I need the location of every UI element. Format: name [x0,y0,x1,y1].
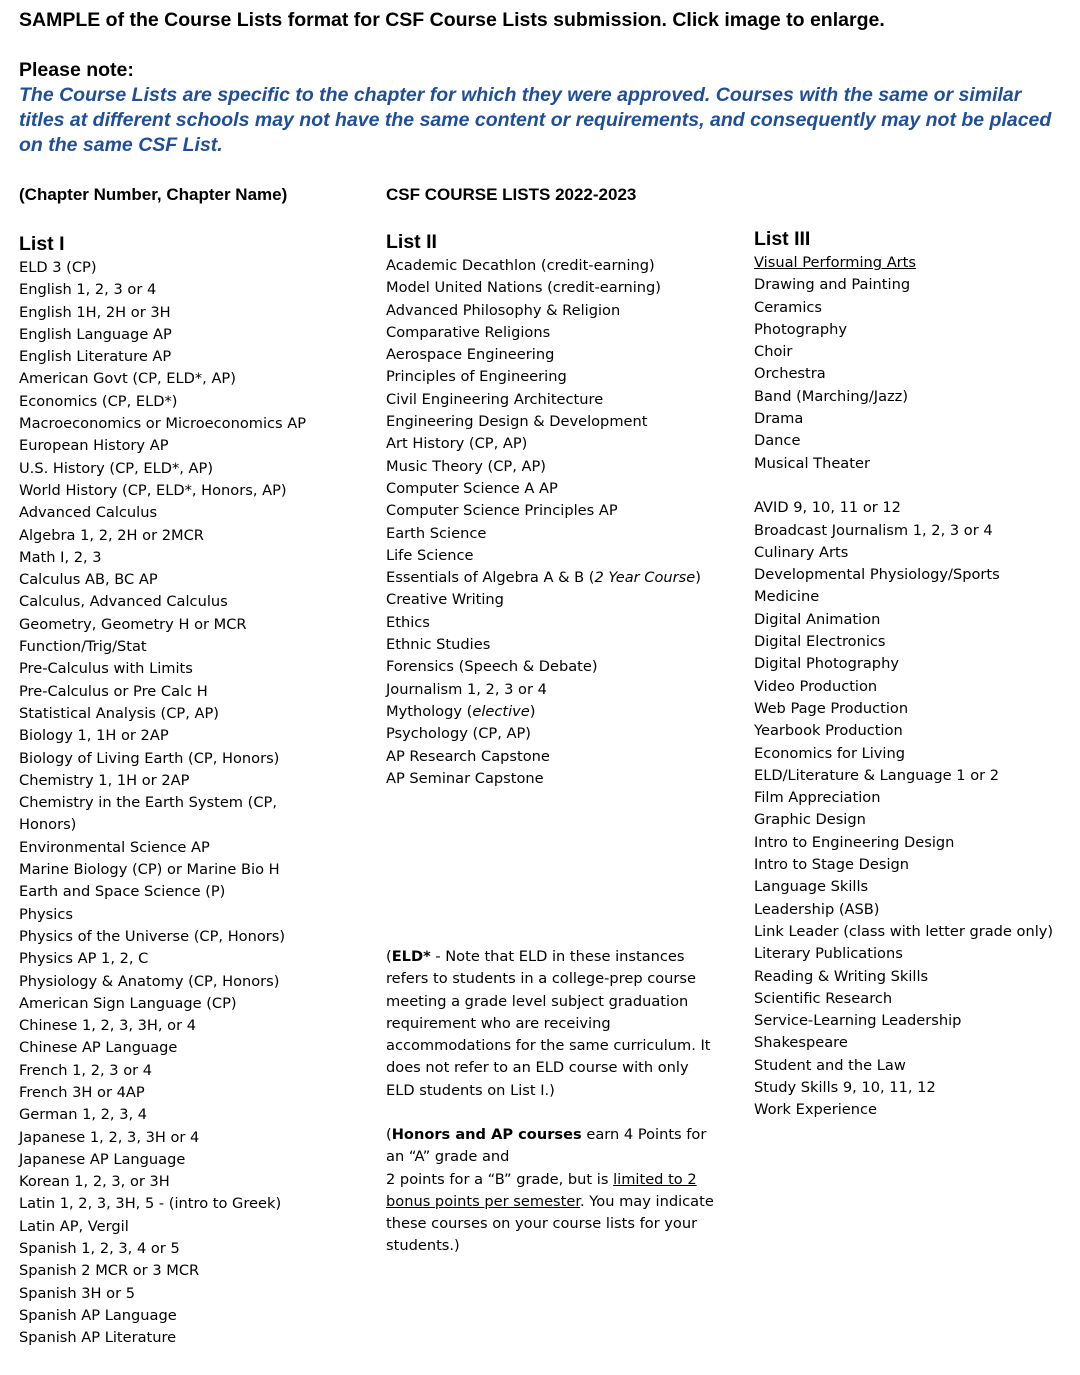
list-item: Chinese 1, 2, 3, 3H, or 4 [19,1017,197,1035]
list-item: Calculus AB, BC AP [19,571,158,589]
list-item: Pre-Calculus or Pre Calc H [19,682,208,700]
list-item: Latin 1, 2, 3, 3H, 5 - (intro to Greek) [19,1195,282,1213]
list-item: Musical Theater [754,454,870,472]
list-item: Spanish 1, 2, 3, 4 or 5 [19,1240,180,1258]
list-item: Algebra 1, 2, 2H or 2MCR [19,526,204,544]
algebra-item-close: ) [695,569,701,587]
list-item: Marine Biology (CP) or Marine Bio H [19,861,280,879]
list-item: Developmental Physiology/Sports [754,566,1000,584]
list-3-other-items [754,497,1074,1121]
list-item: Language Skills [754,878,869,896]
list-item: Study Skills 9, 10, 11, 12 [754,1078,936,1096]
honors-note [386,1124,716,1258]
list-item: Physics [19,905,73,923]
list-item: Chemistry in the Earth System (CP, [19,794,277,812]
list-item: Leadership (ASB) [754,900,880,918]
list-item: Spanish 2 MCR or 3 MCR [19,1262,200,1280]
list-item: English 1, 2, 3 or 4 [19,281,157,299]
list-item: Economics for Living [754,744,905,762]
list-item: Reading & Writing Skills [754,967,929,985]
list-item: Forensics (Speech & Debate) [386,658,598,676]
list-item: Ethnic Studies [386,636,491,654]
mythology-item-close: ) [529,702,536,720]
list-item: Environmental Science AP [19,838,210,856]
list-3-heading: List III [754,228,811,250]
list-item: German 1, 2, 3, 4 [19,1106,148,1124]
list-item: English Literature AP [19,348,172,366]
honors-note-bold: Honors and AP courses [391,1126,582,1143]
list-3-subheading: Visual Performing Arts [754,254,917,271]
list-item: Korean 1, 2, 3, or 3H [19,1173,170,1191]
list-item: American Sign Language (CP) [19,994,237,1012]
list-item: Culinary Arts [754,543,849,561]
list-item: Earth and Space Science (P) [19,883,226,901]
eld-note-bold: ELD* [391,948,431,965]
list-item: AP Seminar Capstone [386,769,544,787]
list-item: Chinese AP Language [19,1039,178,1057]
list-2-items [386,255,731,567]
list-item: Digital Animation [754,610,881,628]
list-item: Graphic Design [754,811,866,829]
eld-note [386,946,716,1102]
list-item: Civil Engineering Architecture [386,390,604,408]
list-item: Spanish AP Literature [19,1329,177,1347]
list-3-arts-items [754,274,1074,475]
list-spacer [754,475,1074,497]
list-item: Biology 1, 1H or 2AP [19,727,169,745]
honors-note-text3: . You may indicate these courses on your course lists for your students.) [386,1192,714,1255]
list-item: Physics AP 1, 2, C [19,950,149,968]
list-item: U.S. History (CP, ELD*, AP) [19,459,214,477]
list-3-column [754,227,1074,1122]
list-item: Function/Trig/Stat [19,638,147,656]
list-1-heading: List I [19,233,65,255]
list-item: Geometry, Geometry H or MCR [19,615,247,633]
list-item: Medicine [754,588,820,606]
list-item: Math I, 2, 3 [19,548,102,566]
list-item: Calculus, Advanced Calculus [19,593,228,611]
list-item: Drama [754,410,804,428]
list-item: Link Leader (class with letter grade only) [754,922,1054,940]
list-item: American Govt (CP, ELD*, AP) [19,370,236,388]
list-item: Psychology (CP, AP) [386,725,531,743]
list-item: Literary Publications [754,945,903,963]
list-item: Honors) [19,816,77,834]
list-item [386,567,731,589]
list-1-items [19,257,359,1350]
list-item: Advanced Philosophy & Religion [386,301,621,319]
list-2-items [386,589,731,700]
list-item: Service-Learning Leadership [754,1012,962,1030]
list-2-items [386,723,731,790]
list-item: Economics (CP, ELD*) [19,392,178,410]
eld-note-open: ( [386,948,392,965]
list-item: Drawing and Painting [754,276,911,294]
list-item: Film Appreciation [754,789,881,807]
list-item: Physiology & Anatomy (CP, Honors) [19,972,280,990]
note-label: Please note: [19,59,134,81]
list-item: Statistical Analysis (CP, AP) [19,704,219,722]
eld-note-text: - Note that ELD in these instances refers to students in a college-prep course meeting a grade level subject graduation requirement who are receiving accommodations for the same curriculum. It does not refer to an ELD course with only ELD students on List I.) [386,948,711,1099]
list-2-column [386,230,731,790]
list-item: Comparative Religions [386,323,551,341]
list-item: Computer Science A AP [386,479,558,497]
list-item: English Language AP [19,325,172,343]
honors-note-text1: earn 4 Points for an “A” grade and [386,1126,707,1166]
list-item: Video Production [754,677,878,695]
list-2-heading: List II [386,231,437,253]
list-item: Japanese AP Language [19,1150,186,1168]
list-item: Chemistry 1, 1H or 2AP [19,771,190,789]
list-item: Physics of the Universe (CP, Honors) [19,927,286,945]
mythology-item-text: Mythology ( [386,702,473,720]
list-item: Photography [754,320,847,338]
list-item: Ceramics [754,298,823,316]
list-item: English 1H, 2H or 3H [19,303,171,321]
list-item: Earth Science [386,524,487,542]
list-item: Life Science [386,546,474,564]
list-item: Web Page Production [754,699,909,717]
list-item: Intro to Stage Design [754,856,910,874]
list-item: Digital Electronics [754,633,886,651]
list-item: Latin AP, Vergil [19,1217,129,1235]
lists-title: CSF COURSE LISTS 2022-2023 [386,185,637,204]
list-item: ELD 3 (CP) [19,259,97,276]
list-item: Digital Photography [754,655,899,673]
list-item: Choir [754,343,793,361]
algebra-item-text: Essentials of Algebra A & B ( [386,569,595,587]
page-title: SAMPLE of the Course Lists format for CSF Course Lists submission. Click image to enlarge. [19,9,885,31]
list-item: Broadcast Journalism 1, 2, 3 or 4 [754,521,993,539]
list-item: French 1, 2, 3 or 4 [19,1061,153,1079]
honors-note-underline: limited to 2 bonus points per semester [386,1170,697,1210]
list-item: Journalism 1, 2, 3 or 4 [386,680,547,698]
list-item: Student and the Law [754,1056,906,1074]
list-item: Pre-Calculus with Limits [19,660,193,678]
mythology-item-italic: elective [472,702,530,720]
honors-note-open: ( [386,1126,392,1143]
list-item: Model United Nations (credit-earning) [386,279,661,297]
list-item: Computer Science Principles AP [386,502,618,520]
list-item [386,701,731,723]
list-item: Advanced Calculus [19,504,158,522]
list-item: Dance [754,432,801,450]
note-text: The Course Lists are specific to the chapter for which they were approved. Courses with the same or similar titles at different schools may not have the same content or requirements, and consequently may not be placed on the same CSF List. [19,84,1052,156]
list-item: Music Theory (CP, AP) [386,457,546,475]
algebra-item-italic: 2 Year Course [594,569,696,587]
list-item: World History (CP, ELD*, Honors, AP) [19,481,287,499]
list-item: Principles of Engineering [386,368,567,386]
list-item: Biology of Living Earth (CP, Honors) [19,749,280,767]
list-item: Orchestra [754,365,826,383]
list-item: Academic Decathlon (credit-earning) [386,257,655,274]
list-item: Work Experience [754,1101,877,1119]
list-item: European History AP [19,437,169,455]
list-item: Yearbook Production [754,722,903,740]
list-item: French 3H or 4AP [19,1083,145,1101]
list-item: Ethics [386,613,430,631]
honors-note-text2: 2 points for a “B” grade, but is [386,1170,614,1188]
list-item: Intro to Engineering Design [754,833,955,851]
list-item: Aerospace Engineering [386,346,555,364]
list-item: Macroeconomics or Microeconomics AP [19,415,307,433]
list-item: ELD/Literature & Language 1 or 2 [754,766,1000,784]
list-item: Engineering Design & Development [386,413,648,431]
list-item: Band (Marching/Jazz) [754,387,909,405]
chapter-label: (Chapter Number, Chapter Name) [19,185,288,204]
list-item: AP Research Capstone [386,747,550,765]
list-item: Art History (CP, AP) [386,435,528,453]
list-item: Spanish 3H or 5 [19,1284,136,1302]
list-item: Creative Writing [386,591,504,609]
list-1-column [19,232,359,1350]
list-item: Japanese 1, 2, 3, 3H or 4 [19,1128,200,1146]
list-item: AVID 9, 10, 11 or 12 [754,499,901,517]
list-item: Spanish AP Language [19,1306,177,1324]
list-item: Scientific Research [754,989,893,1007]
list-item: Shakespeare [754,1034,848,1052]
